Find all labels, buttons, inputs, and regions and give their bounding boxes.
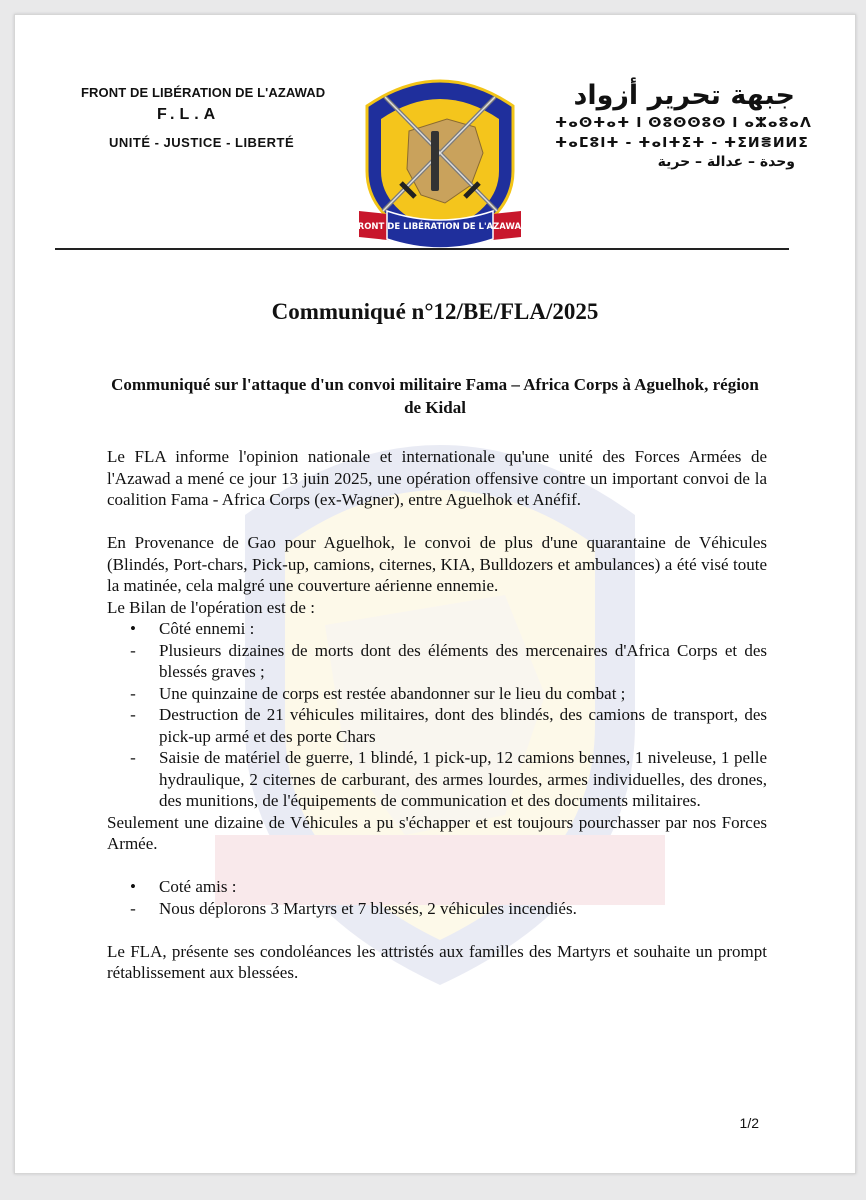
org-motto-tifinagh: ⵜⴰⵎⵓⵏⵜ - ⵜⴰⵏⵜⵉⵜ - ⵜⵉⵍⴻⵍⵍⵉ [555,134,809,151]
document-page [14,14,856,1174]
page-number: 1/2 [739,1115,759,1131]
org-motto-french: UNITÉ - JUSTICE - LIBERTÉ [109,135,295,150]
org-abbreviation: F.L.A [157,106,221,123]
list-item: • Côté ennemi : [130,619,255,638]
friendly-losses-list [107,876,767,919]
org-motto-arabic: وحدة – عدالة – حرية [657,153,795,170]
header-org-french [81,85,357,150]
paragraph-closing: Le FLA, présente ses condoléances les attristés aux familles des Martyrs et souhaite un prompt rétablissement aux blessées. [107,941,767,982]
list-item: - Une quinzaine de corps est restée abandonner sur le lieu du combat ; [130,683,626,703]
enemy-losses-list [107,618,767,812]
communique-title: Communiqué n°12/BE/FLA/2025 [271,299,599,324]
org-name-tifinagh: ⵜⴰⵙⵜⴰⵜ ⵏ ⵙⵓⵙⵙⵓⵙ ⵏ ⴰⵣⴰⵓⴰⴷ [555,114,812,131]
paragraph-escape: Seulement une dizaine de Véhicules a pu s'échapper et est toujours pourchasser par nos Forces Armée. [107,812,767,853]
org-name-french: FRONT DE LIBÉRATION DE L'AZAWAD [81,85,326,100]
list-item: - Plusieurs dizaines de morts dont des éléments des mercenaires d'Africa Corps et des blessés graves ; [130,640,767,681]
fla-emblem-logo [347,61,533,251]
header-org-arabic [555,80,812,170]
list-item: - Destruction de 21 véhicules militaires, dont des blindés, des camions de transport, des pick-up armé et des porte Chars [130,705,767,746]
paragraph-intro: Le FLA informe l'opinion nationale et internationale qu'une unité des Forces Armées de l'Azawad a mené ce jour 13 juin 2025, une opération offensive contre un important convoi de la coalition Fama - Africa Corps (ex-Wagner), entre Aguelhok et Anéfif. [107,447,767,509]
communique-subtitle: Communiqué sur l'attaque d'un convoi militaire Fama – Africa Corps à Aguelhok, région de Kidal [111,375,759,417]
list-item: • Coté amis : [130,877,237,896]
list-item: - Saisie de matériel de guerre, 1 blindé, 1 pick-up, 12 camions bennes, 1 niveleuse, 1 pelle hydraulique, 2 citernes de carburant, des armes lourdes, armes individuelles, des drones, des munitions, de l'équipements de communication et des documents militaires. [130,748,767,810]
emblem-banner-text: FRONT DE LIBÉRATION DE L'AZAWAD [351,222,529,232]
list-item: - Nous déplorons 3 Martyrs et 7 blessés, 2 véhicules incendiés. [130,898,577,918]
communique-body [107,446,767,984]
bilan-intro: Le Bilan de l'opération est de : [107,597,315,617]
header-divider [55,248,789,250]
org-name-arabic: جبهة تحرير أزواد [573,80,795,111]
paragraph-convoy: En Provenance de Gao pour Aguelhok, le convoi de plus d'une quarantaine de Véhicules (Blindés, Port-chars, Pick-up, camions, citernes, KIA, Bulldozers et ambulances) a été visé toute la matinée, cela malgré une couverture aérienne ennemie. [107,533,767,595]
